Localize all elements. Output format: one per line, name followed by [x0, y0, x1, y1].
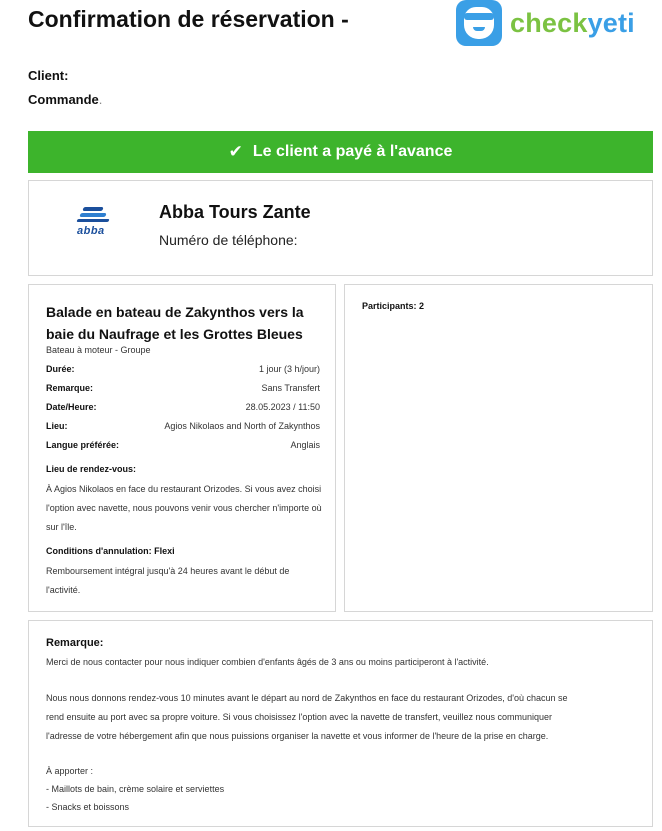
meeting-point-label: Lieu de rendez-vous: [46, 464, 137, 474]
remark-line: rend ensuite au port avec sa propre voiture. Si vous choisissez l'option avec la navette de transfert, veuillez nous communiquer [46, 712, 552, 722]
detail-value: 28.05.2023 / 11:50 [245, 402, 320, 412]
remark-line: l'adresse de votre hébergement afin que nous puissions organiser la navette et vous informer de l'heure de la prise en charge. [46, 731, 549, 741]
supplier-phone: Numéro de téléphone: [159, 232, 298, 248]
supplier-card [28, 180, 653, 276]
participants-count: Participants: 2 [362, 301, 425, 311]
payment-status-text: Le client a payé à l'avance [252, 143, 453, 160]
detail-value: 1 jour (3 h/jour) [258, 364, 320, 374]
detail-value: Agios Nikolaos and North of Zakynthos [164, 421, 320, 431]
detail-row-location [46, 421, 320, 431]
meeting-point-text: À Agios Nikolaos en face du restaurant Orizodes. Si vous avez choisi l'option avec navette, nous pouvons venir vous chercher n'importe où sur l'île. [46, 484, 322, 532]
logo-wordmark-part2: yeti [587, 7, 635, 38]
remark-card [28, 620, 653, 827]
supplier-logo [75, 203, 115, 241]
detail-row-datetime [46, 402, 320, 412]
remark-heading: Remarque: [46, 637, 104, 649]
activity-card [28, 284, 336, 612]
remark-line: Merci de nous contacter pour nous indiquer combien d'enfants âgés de 3 ans ou moins participeront à l'activité. [46, 657, 489, 667]
logo-wordmark-part1: check [510, 7, 588, 38]
detail-key: Remarque: [46, 383, 94, 393]
yeti-icon [456, 0, 502, 46]
remark-line: - Maillots de bain, crème solaire et serviettes [46, 784, 225, 794]
client-label: Client: [28, 68, 69, 83]
checkmark-icon: ✔ [228, 142, 243, 161]
supplier-name: Abba Tours Zante [159, 202, 311, 222]
order-suffix: . [98, 92, 103, 107]
logo-wordmark [510, 8, 635, 39]
remark-line: - Snacks et boissons [46, 802, 130, 812]
detail-key: Durée: [46, 364, 75, 374]
detail-value: Sans Transfert [261, 383, 320, 393]
remark-line: Nous nous donnons rendez-vous 10 minutes avant le départ au nord de Zakynthos en face du restaurant Orizodes, d'où chacun se [46, 693, 568, 703]
detail-key: Lieu: [46, 421, 68, 431]
activity-subtitle: Bateau à moteur - Groupe [46, 345, 151, 355]
detail-row-duration [46, 364, 320, 374]
payment-status-banner [28, 131, 653, 173]
cancellation-label: Conditions d'annulation: Flexi [46, 546, 175, 556]
supplier-logo-word: abba [77, 225, 105, 237]
order-label [28, 92, 102, 107]
detail-value: Anglais [290, 440, 320, 450]
detail-key: Langue préférée: [46, 440, 120, 450]
order-label-text: Commande [28, 92, 99, 107]
remark-line: À apporter : [46, 766, 94, 776]
participants-card [344, 284, 653, 612]
cancellation-text: Remboursement intégral jusqu'à 24 heures avant le début de l'activité. [46, 566, 290, 595]
page-title: Confirmation de réservation - [28, 6, 349, 32]
detail-row-language [46, 440, 320, 450]
detail-row-remark [46, 383, 320, 393]
detail-key: Date/Heure: [46, 402, 97, 412]
activity-title: Balade en bateau de Zakynthos vers la baie du Naufrage et les Grottes Bleues [46, 304, 304, 342]
checkyeti-logo [456, 0, 635, 46]
